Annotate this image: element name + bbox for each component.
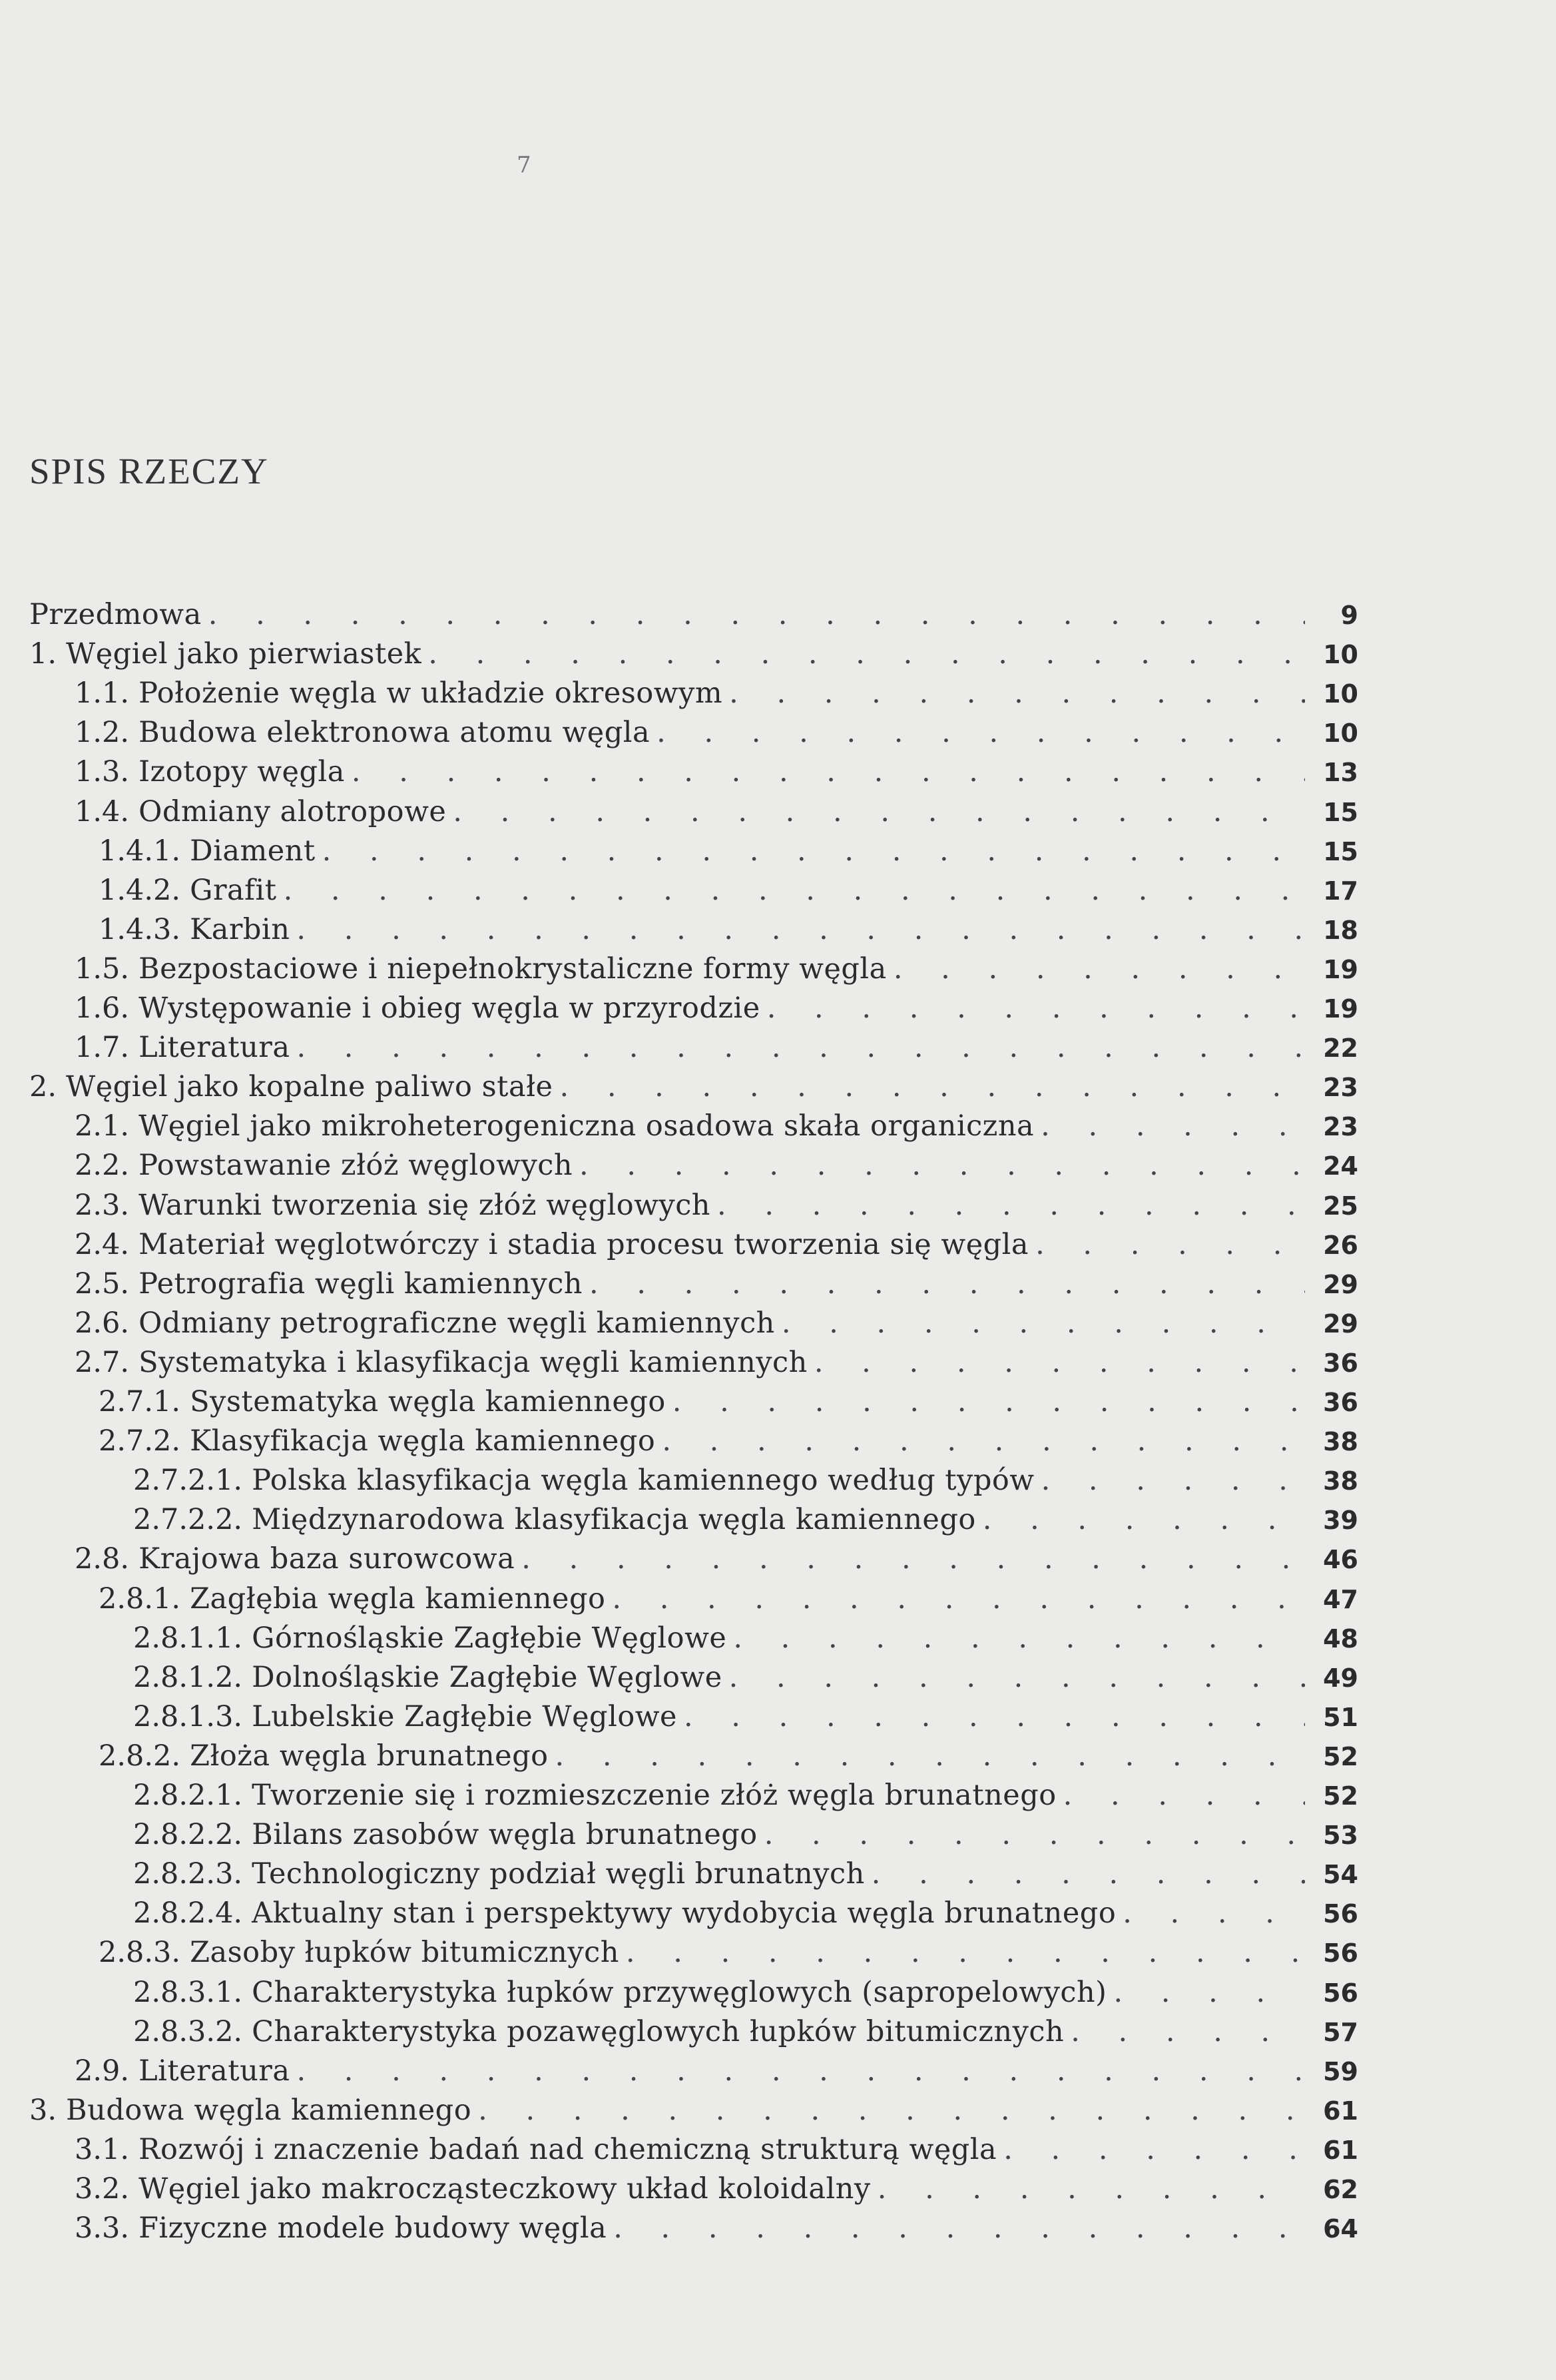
toc-entry (75, 1149, 1358, 1188)
toc-entry-title: Systematyka węgla kamiennego (190, 1385, 666, 1418)
toc-dot-leader (814, 1346, 1305, 1379)
toc-entry-number: 2.7.2. (99, 1424, 181, 1458)
toc-entry-title: Literatura (138, 2054, 290, 2088)
toc-entry-page: 61 (1323, 2136, 1358, 2165)
toc-entry-number: 2.8.1. (99, 1582, 181, 1616)
toc-entry-number: 2.8.2.2. (133, 1818, 243, 1851)
toc-entry-number: 1.4.1. (99, 834, 181, 868)
toc-entry-page: 17 (1323, 876, 1358, 906)
toc-entry-title: Diament (190, 834, 316, 868)
toc-entry-title: Literatura (138, 1031, 290, 1064)
toc-entry-page: 48 (1323, 1624, 1358, 1653)
toc-entry (75, 2172, 1358, 2212)
toc-entry-page: 19 (1323, 955, 1358, 984)
toc-entry-number: 2.8.1.2. (133, 1661, 243, 1694)
toc-entry (75, 1031, 1358, 1070)
toc-dot-leader (1003, 2133, 1305, 2166)
toc-entry-page: 36 (1323, 1388, 1358, 1417)
toc-entry-number: 1.1. (75, 677, 130, 710)
page-title: SPIS RZECZY (29, 451, 269, 491)
toc-entry-number: 2.7.2.1. (133, 1464, 243, 1497)
toc-entry (75, 1189, 1358, 1228)
toc-entry (75, 2212, 1358, 2251)
toc-entry-title: Zagłębia węgla kamiennego (190, 1582, 606, 1616)
toc-entry-number: 2.8.2.4. (133, 1897, 243, 1930)
toc-entry-page: 25 (1323, 1191, 1358, 1221)
toc-entry-number: 2.5. (75, 1267, 130, 1301)
toc-entry (133, 2015, 1358, 2054)
toc-entry-title: Węgiel jako kopalne paliwo stałe (66, 1070, 553, 1103)
toc-dot-leader (613, 2212, 1305, 2245)
toc-dot-leader (656, 716, 1305, 749)
toc-entry-number: 2.7.1. (99, 1385, 181, 1418)
toc-entry (99, 1424, 1358, 1464)
toc-dot-leader (767, 992, 1305, 1025)
toc-entry (133, 1779, 1358, 1818)
toc-entry-title: Petrografia węgli kamiennych (138, 1267, 583, 1301)
toc-entry-page: 54 (1323, 1860, 1358, 1889)
toc-entry-title: Technologiczny podział węgli brunatnych (252, 1857, 865, 1891)
toc-entry (133, 1857, 1358, 1897)
toc-entry-page: 18 (1323, 916, 1358, 945)
toc-dot-leader (1035, 1228, 1305, 1261)
toc-dot-leader (521, 1542, 1305, 1576)
toc-dot-leader (579, 1149, 1305, 1182)
toc-entry (99, 874, 1358, 913)
toc-entry-title: Międzynarodowa klasyfikacja węgla kamiennego (252, 1503, 976, 1536)
toc-entry-number: 2.8.3.1. (133, 1976, 243, 2009)
toc-entry (133, 1464, 1358, 1503)
toc-entry-title: Węgiel jako mikroheterogeniczna osadowa skała organiczna (138, 1109, 1035, 1143)
toc-entry-number: 3.1. (75, 2133, 130, 2166)
toc-entry-page: 15 (1323, 798, 1358, 827)
toc-dot-leader (296, 1031, 1305, 1064)
toc-entry-number: 2.8.2.1. (133, 1779, 243, 1812)
toc-entry-page: 19 (1323, 994, 1358, 1024)
page-mark: 7 (517, 152, 531, 178)
toc-entry-page: 62 (1323, 2175, 1358, 2204)
toc-entry-page: 52 (1323, 1742, 1358, 1771)
toc-entry-title: Polska klasyfikacja węgla kamiennego według typów (252, 1464, 1035, 1497)
toc-entry-number: 2. (29, 1070, 57, 1103)
toc-entry-title: Izotopy węgla (138, 755, 345, 788)
toc-entry-number: 2.9. (75, 2054, 130, 2088)
toc-entry-title: Bezpostaciowe i niepełnokrystaliczne formy węgla (138, 952, 887, 986)
toc-entry-page: 64 (1323, 2214, 1358, 2243)
toc-entry-title: Występowanie i obieg węgla w przyrodzie (138, 992, 760, 1025)
toc-entry (75, 716, 1358, 755)
toc-entry-number: 3. (29, 2094, 57, 2127)
toc-entry-title: Dolnośląskie Zagłębie Węglowe (252, 1661, 722, 1694)
toc-dot-leader (296, 913, 1305, 946)
toc-entry-title: Lubelskie Zagłębie Węglowe (252, 1700, 677, 1733)
toc-dot-leader (1071, 2015, 1305, 2048)
toc-entry (99, 834, 1358, 874)
toc-entry-page: 59 (1323, 2057, 1358, 2086)
toc-entry-page: 56 (1323, 1899, 1358, 1929)
toc-dot-leader (612, 1582, 1305, 1616)
toc-entry (99, 1739, 1358, 1779)
toc-entry-number: 2.8.1.3. (133, 1700, 243, 1733)
toc-entry-title: Złoża węgla brunatnego (190, 1739, 549, 1773)
toc-entry (29, 2094, 1358, 2133)
toc-entry-page: 56 (1323, 1938, 1358, 1968)
toc-dot-leader (1113, 1976, 1305, 2009)
toc-entry-title: Bilans zasobów węgla brunatnego (252, 1818, 758, 1851)
toc-entry (75, 2054, 1358, 2094)
toc-entry-page: 38 (1323, 1466, 1358, 1496)
toc-entry-number: 1.5. (75, 952, 130, 986)
toc-entry-number: 2.6. (75, 1307, 130, 1340)
toc-entry (133, 1661, 1358, 1700)
toc-entry-title: Charakterystyka łupków przywęglowych (sapropelowych) (252, 1976, 1107, 2009)
toc-entry-page: 39 (1323, 1506, 1358, 1535)
toc-entry-number: 2.8. (75, 1542, 130, 1576)
toc-dot-leader (453, 795, 1305, 828)
toc-entry (133, 1622, 1358, 1661)
toc-entry-title: Zasoby łupków bitumicznych (190, 1936, 619, 1969)
toc-entry-number: 3.2. (75, 2172, 130, 2206)
toc-entry-title: Przedmowa (29, 598, 202, 631)
toc-entry-title: Tworzenie się i rozmieszczenie złóż węgla brunatnego (252, 1779, 1057, 1812)
toc-entry-number: 2.7.2.2. (133, 1503, 243, 1536)
toc-entry (75, 1542, 1358, 1582)
toc-entry-title: Warunki tworzenia się złóż węglowych (138, 1189, 710, 1222)
toc-entry-title: Fizyczne modele budowy węgla (138, 2212, 607, 2245)
toc-entry-page: 36 (1323, 1348, 1358, 1378)
toc-dot-leader (559, 1070, 1305, 1103)
toc-entry-title: Węgiel jako pierwiastek (66, 637, 422, 671)
toc-entry-title: Klasyfikacja węgla kamiennego (190, 1424, 656, 1458)
toc-entry-page: 52 (1323, 1781, 1358, 1811)
toc-entry-number: 1.3. (75, 755, 130, 788)
toc-entry-number: 2.8.3.2. (133, 2015, 243, 2048)
toc-entry-number: 1.4.3. (99, 913, 181, 946)
toc-entry (29, 637, 1358, 677)
toc-dot-leader (589, 1267, 1305, 1301)
toc-entry (75, 1307, 1358, 1346)
toc-entry-page: 10 (1323, 719, 1358, 748)
toc-entry-title: Systematyka i klasyfikacja węgli kamiennych (138, 1346, 808, 1379)
toc-dot-leader (662, 1424, 1305, 1458)
toc-entry-title: Powstawanie złóż węglowych (138, 1149, 573, 1182)
toc-entry (133, 1700, 1358, 1739)
toc-entry (99, 1936, 1358, 1975)
toc-dot-leader (878, 2172, 1305, 2206)
toc-dot-leader (872, 1857, 1305, 1891)
toc-entry-title: Aktualny stan i perspektywy wydobycia węgla brunatnego (252, 1897, 1117, 1930)
toc-entry-title: Węgiel jako makrocząsteczkowy układ koloidalny (138, 2172, 871, 2206)
toc-entry-number: 2.7. (75, 1346, 130, 1379)
toc-entry-number: 1. (29, 637, 57, 671)
toc-entry (75, 2133, 1358, 2172)
toc-entry (75, 952, 1358, 992)
toc-entry (29, 1070, 1358, 1109)
toc-entry-number: 2.2. (75, 1149, 130, 1182)
toc-entry-page: 29 (1323, 1309, 1358, 1339)
toc-entry-page: 57 (1323, 2018, 1358, 2047)
toc-entry-page: 15 (1323, 837, 1358, 866)
toc-dot-leader (684, 1700, 1305, 1733)
toc-entry (75, 992, 1358, 1031)
toc-entry (99, 1385, 1358, 1424)
toc-entry-page: 61 (1323, 2096, 1358, 2126)
toc-dot-leader (322, 834, 1305, 868)
toc-dot-leader (894, 952, 1305, 986)
toc-entry-number: 2.1. (75, 1109, 130, 1143)
toc-entry-page: 10 (1323, 640, 1358, 669)
toc-dot-leader (672, 1385, 1305, 1418)
toc-entry-page: 29 (1323, 1270, 1358, 1299)
toc-entry-page: 24 (1323, 1151, 1358, 1181)
toc-entry (75, 1109, 1358, 1149)
toc-entry-title: Położenie węgla w układzie okresowym (138, 677, 723, 710)
toc-entry-page: 53 (1323, 1821, 1358, 1850)
toc-entry-number: 1.4.2. (99, 874, 181, 907)
toc-entry-title: Budowa elektronowa atomu węgla (138, 716, 650, 749)
toc-entry-number: 2.3. (75, 1189, 130, 1222)
toc-dot-leader (1041, 1109, 1305, 1143)
toc-dot-leader (729, 1661, 1305, 1694)
toc-entry-number: 1.4. (75, 795, 130, 828)
toc-entry-title: Odmiany petrograficzne węgli kamiennych (138, 1307, 775, 1340)
toc-entry-page: 10 (1323, 679, 1358, 709)
toc-entry-number: 1.6. (75, 992, 130, 1025)
toc-dot-leader (733, 1622, 1305, 1655)
toc-entry-page: 38 (1323, 1427, 1358, 1456)
toc-entry-title: Rozwój i znaczenie badań nad chemiczną strukturą węgla (138, 2133, 997, 2166)
toc-entry-page: 46 (1323, 1545, 1358, 1574)
toc-dot-leader (782, 1307, 1305, 1340)
toc-entry-title: Materiał węglotwórczy i stadia procesu tworzenia się węgla (138, 1228, 1029, 1261)
toc-entry-title: Karbin (190, 913, 290, 946)
toc-entry-title: Odmiany alotropowe (138, 795, 447, 828)
toc-dot-leader (208, 598, 1305, 631)
toc-entry-page: 56 (1323, 1978, 1358, 2008)
toc-entry (99, 1582, 1358, 1622)
toc-entry-title: Górnośląskie Zagłębie Węglowe (252, 1622, 727, 1655)
toc-entry (133, 1976, 1358, 2015)
toc-dot-leader (1041, 1464, 1305, 1497)
toc-dot-leader (764, 1818, 1305, 1851)
toc-entry (99, 913, 1358, 952)
toc-dot-leader (284, 874, 1305, 907)
toc-dot-leader (729, 677, 1305, 710)
toc-entry-title: Krajowa baza surowcowa (138, 1542, 515, 1576)
toc-dot-leader (555, 1739, 1305, 1773)
toc-dot-leader (478, 2094, 1305, 2127)
toc-entry-title: Charakterystyka pozawęglowych łupków bitumicznych (252, 2015, 1065, 2048)
toc-entry (75, 1267, 1358, 1307)
toc-entry-title: Grafit (190, 874, 277, 907)
toc-entry-number: 2.4. (75, 1228, 130, 1261)
toc-entry (75, 795, 1358, 834)
toc-entry (133, 1503, 1358, 1542)
toc-entry (133, 1818, 1358, 1857)
toc-dot-leader (983, 1503, 1305, 1536)
toc-entry (75, 1228, 1358, 1267)
toc-entry-page: 23 (1323, 1112, 1358, 1141)
toc-dot-leader (428, 637, 1305, 671)
toc-entry-number: 1.2. (75, 716, 130, 749)
toc-entry-number: 2.8.2. (99, 1739, 181, 1773)
toc-dot-leader (1123, 1897, 1305, 1930)
toc-entry (75, 755, 1358, 794)
toc-entry-page: 51 (1323, 1703, 1358, 1732)
toc-entry-number: 2.8.1.1. (133, 1622, 243, 1655)
toc-entry (133, 1897, 1358, 1936)
toc-entry (29, 598, 1358, 637)
toc-entry-page: 9 (1340, 601, 1358, 630)
toc-entry-page: 26 (1323, 1231, 1358, 1260)
toc-entry (75, 1346, 1358, 1385)
toc-dot-leader (717, 1189, 1305, 1222)
toc-entry-number: 2.8.2.3. (133, 1857, 243, 1891)
toc-entry-page: 47 (1323, 1585, 1358, 1614)
toc-entry-page: 49 (1323, 1663, 1358, 1693)
toc-entry-number: 3.3. (75, 2212, 130, 2245)
toc-entry-number: 1.7. (75, 1031, 130, 1064)
toc-dot-leader (1063, 1779, 1305, 1812)
toc-dot-leader (352, 755, 1305, 788)
toc-entry-title: Budowa węgla kamiennego (66, 2094, 472, 2127)
toc-dot-leader (626, 1936, 1305, 1969)
toc-dot-leader (296, 2054, 1305, 2088)
toc-entry-page: 13 (1323, 758, 1358, 787)
toc-entry-page: 23 (1323, 1073, 1358, 1102)
toc-entry (75, 677, 1358, 716)
toc-entry-page: 22 (1323, 1034, 1358, 1063)
toc-entry-number: 2.8.3. (99, 1936, 181, 1969)
